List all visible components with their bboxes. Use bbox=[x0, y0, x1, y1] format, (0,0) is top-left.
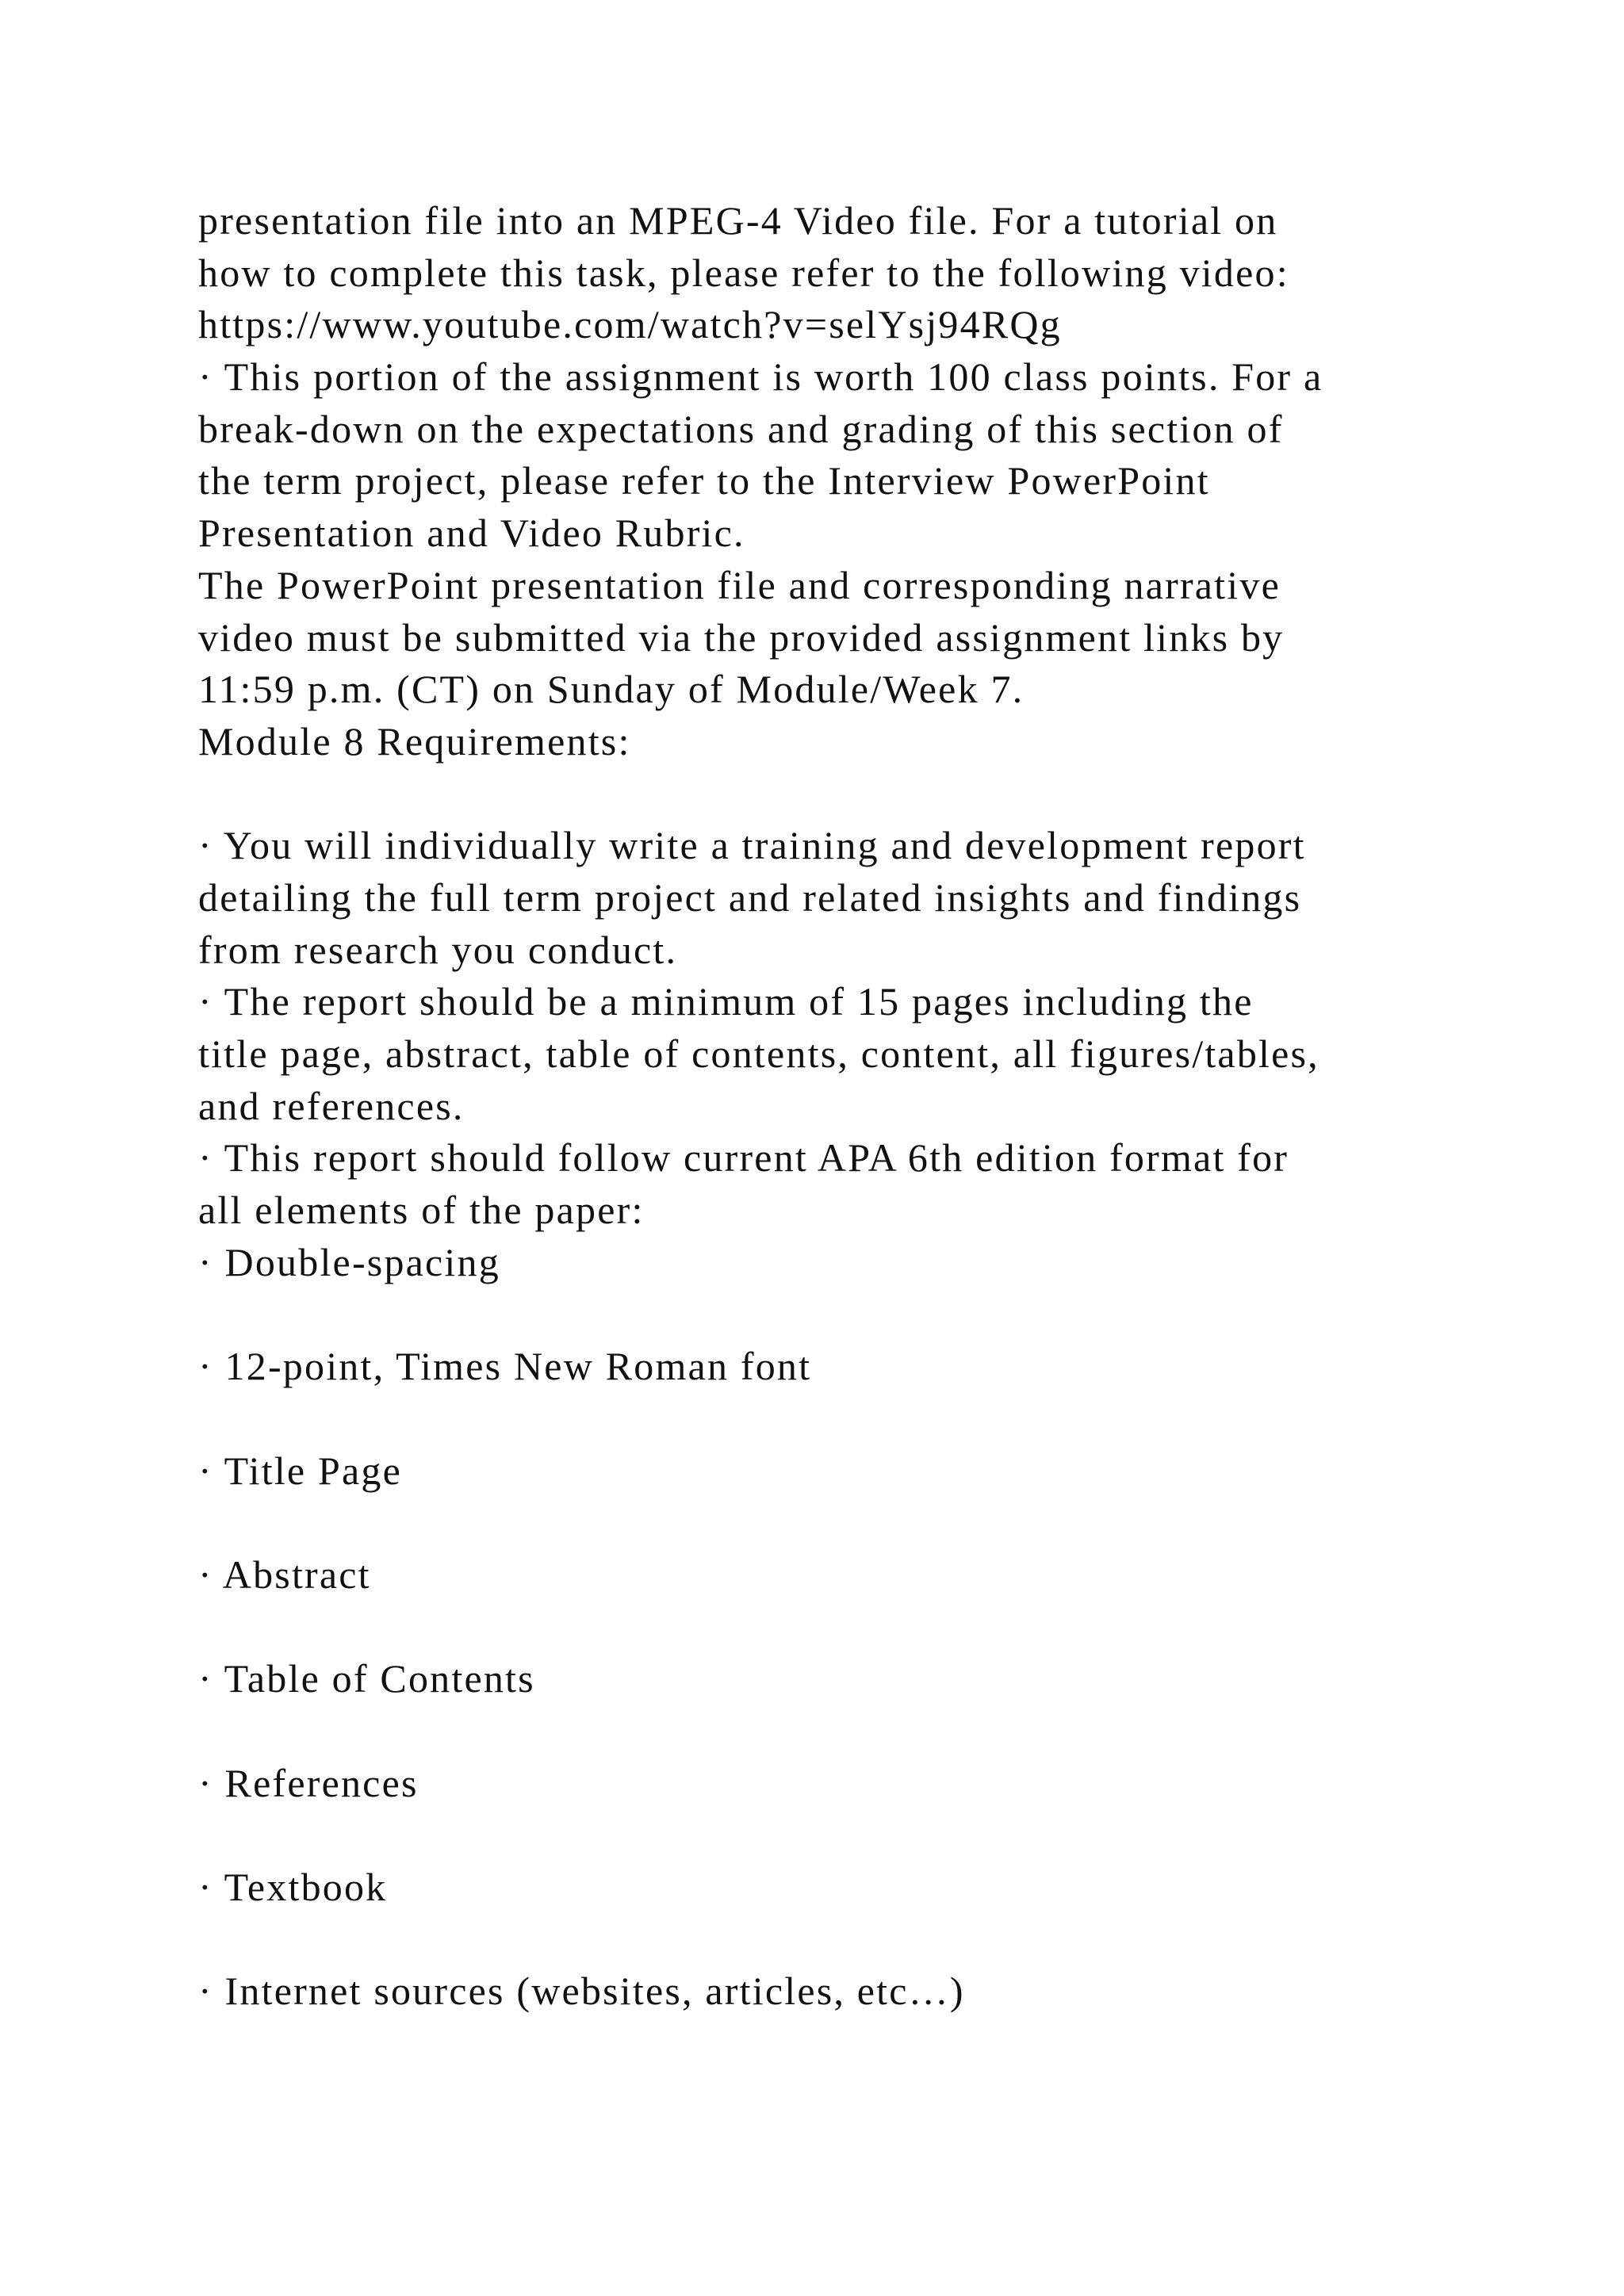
bullet-line: · This portion of the assignment is worth 100 class points. For a bbox=[198, 354, 1323, 400]
text-line: title page, abstract, table of contents, content, all figures/tables, bbox=[198, 1031, 1320, 1076]
text-line: Presentation and Video Rubric. bbox=[198, 511, 745, 556]
url-line: https://www.youtube.com/watch?v=selYsj94RQg bbox=[198, 302, 1062, 347]
bullet-line: · References bbox=[198, 1760, 419, 1805]
blank-line bbox=[198, 1497, 1483, 1549]
blank-line bbox=[198, 1288, 1483, 1341]
bullet-line: · The report should be a minimum of 15 pages including the bbox=[198, 979, 1254, 1024]
text-line: from research you conduct. bbox=[198, 927, 678, 972]
blank-line bbox=[198, 1393, 1483, 1445]
text-line: The PowerPoint presentation file and corresponding narrative bbox=[198, 562, 1281, 607]
document-body bbox=[198, 195, 1483, 2018]
section-heading: Module 8 Requirements: bbox=[198, 718, 631, 763]
bullet-line: · This report should follow current APA 6th edition format for bbox=[198, 1135, 1289, 1181]
bullet-line: · Double-spacing bbox=[198, 1239, 500, 1284]
text-line: break-down on the expectations and grading of this section of bbox=[198, 406, 1284, 451]
text-line: presentation file into an MPEG-4 Video file. For a tutorial on bbox=[198, 198, 1278, 243]
bullet-line: · Textbook bbox=[198, 1865, 388, 1909]
bullet-line: · Abstract bbox=[198, 1552, 371, 1597]
bullet-line: · Title Page bbox=[198, 1448, 402, 1493]
bullet-line: · 12-point, Times New Roman font bbox=[198, 1344, 812, 1389]
blank-line bbox=[198, 1601, 1483, 1654]
text-line: the term project, please refer to the Interview PowerPoint bbox=[198, 458, 1210, 503]
bullet-line: · Internet sources (websites, articles, etc…) bbox=[198, 1969, 965, 2014]
blank-line bbox=[198, 768, 1483, 821]
text-line: 11:59 p.m. (CT) on Sunday of Module/Week 7. bbox=[198, 667, 1025, 712]
blank-line bbox=[198, 1705, 1483, 1758]
bullet-line: · Table of Contents bbox=[198, 1656, 535, 1701]
blank-line bbox=[198, 1809, 1483, 1862]
bullet-line: · You will individually write a training and development report bbox=[198, 823, 1306, 868]
text-line: and references. bbox=[198, 1083, 465, 1128]
text-line: detailing the full term project and related insights and findings bbox=[198, 874, 1302, 920]
text-line: all elements of the paper: bbox=[198, 1188, 645, 1233]
text-line: how to complete this task, please refer to the following video: bbox=[198, 250, 1289, 295]
text-line: video must be submitted via the provided assignment links by bbox=[198, 614, 1285, 660]
blank-line bbox=[198, 1914, 1483, 1966]
